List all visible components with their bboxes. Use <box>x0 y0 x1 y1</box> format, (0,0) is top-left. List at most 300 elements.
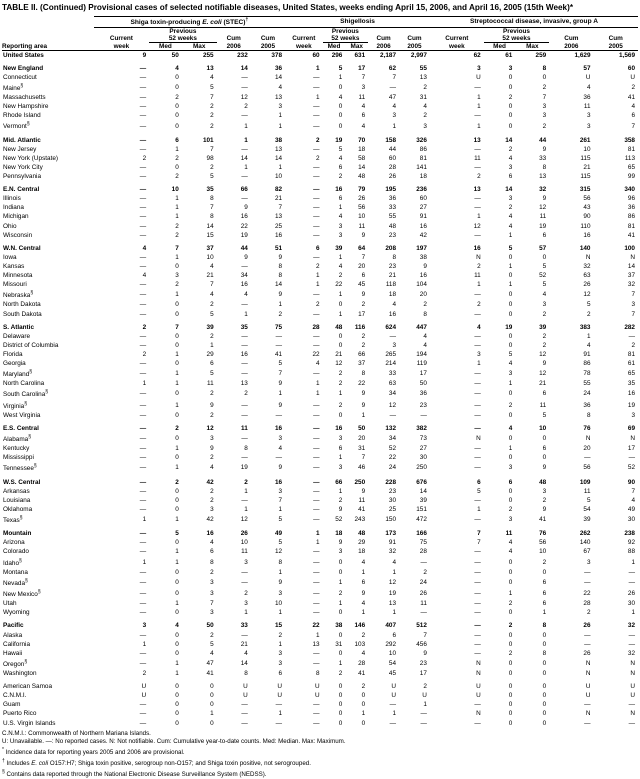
table-row <box>2 172 638 181</box>
row-value: 2,187 <box>380 51 397 59</box>
row-value: 0 <box>338 301 343 309</box>
row-value: — <box>474 424 481 432</box>
row-value: 81 <box>627 350 635 358</box>
row-label: Minnesota <box>3 272 33 279</box>
row-value: 3 <box>278 590 283 598</box>
row-value: U <box>585 73 591 81</box>
row-value: — <box>474 231 481 239</box>
row-value: 2 <box>175 154 179 162</box>
row-value: 1 <box>316 94 320 102</box>
row-label: Connecticut <box>3 73 37 81</box>
row-value: 12 <box>583 291 591 299</box>
table-row <box>2 691 638 700</box>
row-value: 1 <box>586 332 591 340</box>
row-value: 0 <box>175 359 179 367</box>
row-label: Washington <box>3 670 37 678</box>
current-week-1: Current <box>109 35 133 43</box>
table-row <box>2 588 638 599</box>
row-value: 1 <box>477 281 481 289</box>
row-value: 0 <box>175 505 179 513</box>
row-value: 4 <box>508 424 513 432</box>
row-value: 62 <box>388 64 397 72</box>
row-value: 66 <box>240 186 248 194</box>
row-value: 0 <box>508 683 513 691</box>
row-value: — <box>313 435 320 443</box>
header-max-2: Max <box>345 42 368 50</box>
row-value: — <box>389 719 397 727</box>
table-row <box>2 453 638 462</box>
row-value: U <box>314 683 320 691</box>
row-value: 3 <box>542 301 547 309</box>
row-value: 292 <box>385 640 397 648</box>
table-row <box>2 271 638 280</box>
row-value: 9 <box>542 464 547 472</box>
row-value: 0 <box>508 301 513 309</box>
row-value: 10 <box>240 539 248 547</box>
row-value: 1 <box>631 609 635 617</box>
table-row <box>2 231 638 240</box>
row-value: — <box>313 145 320 153</box>
row-value: 2 <box>175 478 179 486</box>
row-value: 6 <box>542 578 547 586</box>
row-value: 26 <box>583 281 591 289</box>
row-value: 9 <box>338 505 343 513</box>
table-row <box>2 111 638 120</box>
row-value: 11 <box>539 401 547 409</box>
row-value: — <box>241 301 248 309</box>
row-value: 11 <box>358 496 366 504</box>
row-value: — <box>474 590 481 598</box>
row-value: 0 <box>542 710 547 718</box>
row-label: Guam <box>3 701 21 709</box>
blank-cell-g <box>399 27 430 35</box>
table-row <box>2 568 638 577</box>
row-value: 15 <box>206 231 214 239</box>
table-row <box>2 496 638 505</box>
row-value: — <box>389 332 397 340</box>
row-value: 22 <box>583 590 591 598</box>
row-value: 9 <box>244 204 248 212</box>
row-value: — <box>584 640 591 648</box>
row-value: 60 <box>419 195 427 203</box>
row-value: 1 <box>175 600 179 608</box>
row-value: — <box>474 464 481 472</box>
row-value: 1 <box>508 231 513 239</box>
row-value: 5 <box>542 281 547 289</box>
row-value: 3 <box>210 505 214 513</box>
corner-cell <box>2 16 94 27</box>
row-value: — <box>313 609 320 617</box>
row-value: 14 <box>274 281 283 289</box>
row-value: 11 <box>474 154 481 162</box>
row-value: 50 <box>206 622 214 630</box>
row-value: 52 <box>388 445 397 453</box>
table-row <box>2 82 638 93</box>
blank-cell-f <box>368 27 399 35</box>
row-value: 25 <box>274 222 283 230</box>
row-value: — <box>241 262 248 270</box>
row-value: 0 <box>508 568 513 576</box>
row-value: 2 <box>508 649 513 657</box>
row-value: — <box>139 590 147 598</box>
blank-cell-h <box>430 27 484 35</box>
row-value: 4 <box>244 291 248 299</box>
row-value: 12 <box>539 350 547 358</box>
row-value: 7 <box>631 291 635 299</box>
row-value: 8 <box>278 262 283 270</box>
header-cum2006-3: 2006 <box>549 42 593 50</box>
row-value: 22 <box>312 622 320 630</box>
row-value: 115 <box>580 154 591 162</box>
row-value: 0 <box>175 301 179 309</box>
row-value: 2 <box>508 401 513 409</box>
row-value: 6 <box>542 445 547 453</box>
row-value: 0 <box>508 122 513 130</box>
row-value: 29 <box>358 539 366 547</box>
row-value: 0 <box>508 112 513 120</box>
row-value: 13 <box>206 64 214 72</box>
row-value: 6 <box>361 272 366 279</box>
row-value: 1 <box>338 390 343 398</box>
row-value: — <box>139 213 147 221</box>
row-value: 1 <box>477 359 481 367</box>
header-cum2005-3: 2005 <box>594 42 639 50</box>
row-value: — <box>139 435 147 443</box>
row-value: 0 <box>508 411 513 419</box>
row-label: Indiana <box>3 204 24 212</box>
row-value: 1 <box>278 710 283 718</box>
row-value: 2 <box>278 310 283 318</box>
row-value: 32 <box>539 186 547 194</box>
row-value: — <box>474 649 481 657</box>
row-value: 32 <box>627 649 635 657</box>
row-value: 2 <box>142 154 147 162</box>
row-value: 3 <box>392 341 397 349</box>
row-value: 48 <box>358 530 366 538</box>
row-value: 0 <box>175 435 179 443</box>
row-value: — <box>313 719 320 727</box>
row-value: 55 <box>419 64 427 72</box>
row-value: 5 <box>210 173 214 181</box>
row-value: 118 <box>385 281 397 289</box>
row-value: 7 <box>210 204 214 212</box>
row-value: 0 <box>210 683 214 691</box>
row-value: 7 <box>631 487 635 495</box>
row-value: — <box>139 390 147 398</box>
row-value: — <box>584 568 591 576</box>
row-value: 9 <box>278 401 283 409</box>
row-value: 62 <box>473 51 481 59</box>
row-value: 2 <box>175 231 179 239</box>
row-value: 2 <box>477 173 481 181</box>
row-label: Texas§ <box>3 515 23 525</box>
row-value: 5 <box>278 516 283 524</box>
row-value: 41 <box>358 670 366 678</box>
row-value: 41 <box>627 231 635 239</box>
row-value: 1 <box>142 640 147 648</box>
row-value: U <box>391 692 397 700</box>
row-value: 3 <box>508 516 513 524</box>
row-value: 0 <box>542 719 547 727</box>
row-value: 4 <box>361 122 366 130</box>
row-value: 0 <box>175 332 179 340</box>
row-value: 6 <box>338 445 343 453</box>
row-value: 1 <box>142 380 147 388</box>
row-value: — <box>139 600 147 608</box>
row-value: 1 <box>175 464 179 472</box>
row-value: 9 <box>278 464 283 472</box>
table-row <box>2 433 638 444</box>
row-value: 0 <box>508 670 513 678</box>
row-value: 4 <box>477 323 481 331</box>
row-value: — <box>139 505 147 513</box>
row-value: — <box>474 112 481 120</box>
row-value: 2 <box>175 222 179 230</box>
row-value: 228 <box>385 478 397 486</box>
row-value: 2 <box>338 496 343 504</box>
row-value: 7 <box>361 454 366 462</box>
row-value: N <box>585 435 591 443</box>
row-value: 4 <box>338 94 343 102</box>
row-value: 2 <box>361 301 366 309</box>
row-value: 0 <box>508 84 513 92</box>
row-value: — <box>139 112 147 120</box>
row-value: 86 <box>627 213 635 221</box>
row-value: 1 <box>508 262 513 270</box>
row-value: — <box>313 496 320 504</box>
row-value: 26 <box>240 530 248 538</box>
row-value: 3 <box>542 487 547 495</box>
row-value: — <box>275 411 283 419</box>
row-value: 2 <box>244 103 248 111</box>
row-value: 2,997 <box>410 51 427 59</box>
table-row <box>2 478 638 487</box>
row-value: 13 <box>473 186 481 194</box>
row-value: 0 <box>542 631 547 639</box>
table-row <box>2 163 638 172</box>
row-value: — <box>139 424 147 432</box>
row-value: 11 <box>241 548 248 556</box>
row-value: 92 <box>627 539 635 547</box>
row-label: Florida <box>3 350 23 358</box>
row-value: 41 <box>539 516 547 524</box>
row-value: — <box>241 84 248 92</box>
row-value: 3 <box>338 464 343 472</box>
row-value: 90 <box>627 478 635 486</box>
row-value: 2 <box>316 301 320 309</box>
row-label: Nebraska§ <box>3 290 34 300</box>
table-header <box>2 16 638 50</box>
row-value: 6 <box>631 112 635 120</box>
row-value: 119 <box>416 359 427 367</box>
row-value: 6 <box>392 631 397 639</box>
row-label: Vermont§ <box>3 121 30 131</box>
row-value: 38 <box>335 622 343 630</box>
row-value: 2 <box>423 84 427 92</box>
row-value: 166 <box>416 530 427 538</box>
table-row <box>2 649 638 658</box>
row-value: 19 <box>240 231 248 239</box>
blank-cell-a <box>2 27 94 35</box>
row-value: 3 <box>278 659 283 667</box>
row-value: 0 <box>175 163 179 171</box>
row-value: 132 <box>385 424 397 432</box>
row-value: 3 <box>278 649 283 657</box>
row-value: 358 <box>624 136 635 144</box>
row-value: 47 <box>206 659 214 667</box>
row-value: — <box>474 84 481 92</box>
row-value: U <box>585 683 591 691</box>
row-value: 0 <box>508 558 513 566</box>
row-value: 382 <box>416 424 427 432</box>
row-value: 1 <box>338 454 343 462</box>
row-value: 0 <box>508 701 513 709</box>
row-label: E.N. Central <box>3 186 40 194</box>
row-value: 91 <box>388 539 397 547</box>
row-value: 35 <box>627 380 635 388</box>
row-value: 4 <box>361 649 366 657</box>
row-value: 4 <box>631 496 635 504</box>
row-value: 13 <box>274 213 283 221</box>
row-value: 10 <box>539 424 547 432</box>
table-row <box>2 368 638 379</box>
row-value: 0 <box>175 701 179 709</box>
row-value: 0 <box>508 719 513 727</box>
row-value: 4 <box>423 103 427 111</box>
row-value: 10 <box>583 145 591 153</box>
row-value: — <box>420 719 427 727</box>
table-row <box>2 608 638 617</box>
row-value: — <box>628 701 635 709</box>
row-label: West Virginia <box>3 411 41 419</box>
row-value: 21 <box>240 640 248 648</box>
row-value: 66 <box>358 350 366 358</box>
row-value: 0 <box>175 262 179 270</box>
row-value: 41 <box>627 94 635 102</box>
row-value: 4 <box>361 600 366 608</box>
row-value: 17 <box>358 310 366 318</box>
row-value: — <box>313 578 320 586</box>
row-value: — <box>474 204 481 212</box>
row-value: 32 <box>388 548 397 556</box>
row-value: 2 <box>244 390 248 398</box>
row-value: 69 <box>627 424 635 432</box>
row-label: Michigan <box>3 213 29 221</box>
row-value: 86 <box>419 145 427 153</box>
row-value: 4 <box>316 359 320 367</box>
row-value: 0 <box>361 719 366 727</box>
row-value: N <box>630 659 635 667</box>
row-value: — <box>139 530 147 538</box>
row-value: 16 <box>335 186 343 194</box>
row-label: South Carolina§ <box>3 389 49 399</box>
row-value: 2 <box>508 94 513 102</box>
row-value: — <box>139 84 147 92</box>
row-value: 259 <box>535 51 547 59</box>
row-value: 0 <box>542 670 547 678</box>
row-value: 16 <box>583 231 591 239</box>
row-value: 17 <box>358 64 366 72</box>
row-value: 9 <box>278 291 283 299</box>
row-value: — <box>313 310 320 318</box>
row-label: South Dakota <box>3 310 42 318</box>
row-value: 81 <box>627 145 635 153</box>
row-value: 11 <box>539 213 547 221</box>
row-value: 1 <box>244 310 248 318</box>
row-value: 4 <box>210 464 214 472</box>
row-value: — <box>313 464 320 472</box>
table-row <box>2 136 638 145</box>
row-value: 34 <box>388 390 397 398</box>
row-value: — <box>139 464 147 472</box>
row-value: — <box>628 568 635 576</box>
row-value: — <box>474 163 481 171</box>
row-value: — <box>241 710 248 718</box>
row-label: Massachusetts <box>3 94 46 102</box>
row-value: 21 <box>583 163 591 171</box>
row-value: 41 <box>206 670 214 678</box>
row-value: 3 <box>338 231 343 239</box>
row-value: 0 <box>175 487 179 495</box>
row-value: 1 <box>175 380 179 388</box>
row-value: 55 <box>388 213 397 221</box>
row-value: 37 <box>627 272 635 279</box>
row-value: — <box>474 195 481 203</box>
row-value: 5 <box>175 530 179 538</box>
table-row <box>2 222 638 231</box>
table-row <box>2 505 638 514</box>
row-value: — <box>241 145 248 153</box>
page-title: TABLE II. (Continued) Provisional cases of selected notifiable diseases, United States, weeks ending April 15, 2006, and April 16, 2005 (15th Week)* <box>2 3 574 12</box>
row-value: 1 <box>631 558 635 566</box>
table-row <box>2 212 638 221</box>
row-value: 146 <box>354 622 366 630</box>
row-value: — <box>139 478 147 486</box>
row-value: 9 <box>542 145 547 153</box>
row-value: 1 <box>175 291 179 299</box>
row-value: 1 <box>175 401 179 409</box>
row-value: — <box>628 578 635 586</box>
previous-label-1: Previous <box>169 27 197 35</box>
table-row <box>2 50 638 60</box>
row-value: 5 <box>586 301 591 309</box>
row-value: 3 <box>586 112 591 120</box>
row-value: 7 <box>361 73 366 81</box>
row-value: — <box>474 390 481 398</box>
row-value: 86 <box>583 359 591 367</box>
row-value: — <box>313 222 320 230</box>
row-label: C.N.M.I. <box>3 692 27 700</box>
row-value: — <box>628 454 635 462</box>
row-value: 18 <box>335 530 343 538</box>
row-value: 4 <box>338 213 343 221</box>
row-value: 7 <box>175 323 179 331</box>
row-value: N <box>585 253 591 261</box>
row-label: Pennsylvania <box>3 173 42 181</box>
row-value: — <box>474 341 481 349</box>
row-value: 2 <box>210 631 214 639</box>
row-value: 0 <box>542 454 547 462</box>
table-row <box>2 388 638 399</box>
row-value: 60 <box>388 154 397 162</box>
row-value: 3 <box>278 103 283 111</box>
row-value: U <box>391 683 397 691</box>
row-value: 35 <box>206 186 214 194</box>
row-label: North Dakota <box>3 301 41 309</box>
group-header-shigellosis: Shigellosis <box>285 16 430 27</box>
blank-cell-b <box>94 27 150 35</box>
row-value: 1 <box>210 341 214 349</box>
